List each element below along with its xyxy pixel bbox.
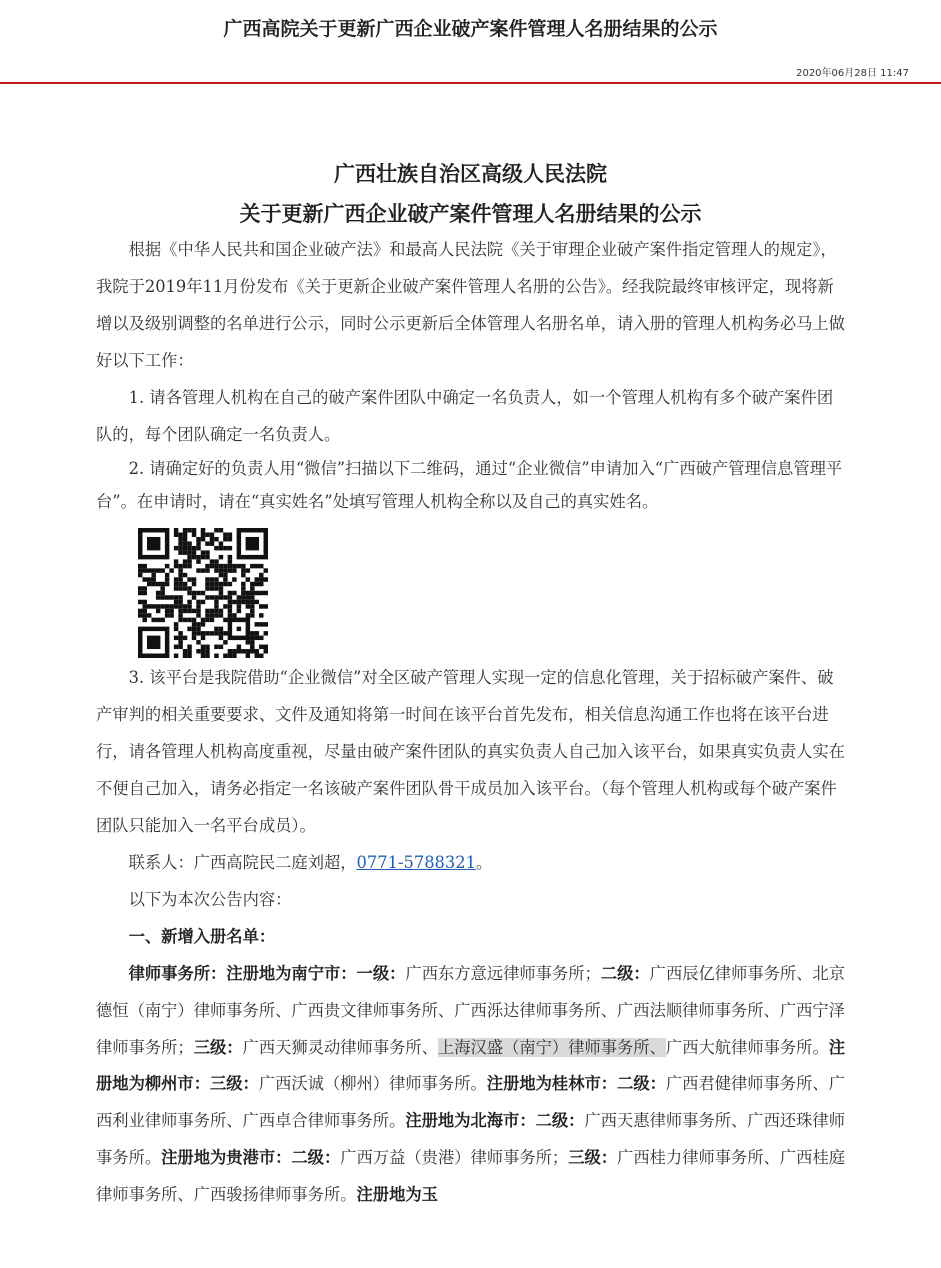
list-seg-5: 广西辰亿律师事务所、北京德恒（南宁）律师事务所、广西贵文律师事务所、广西泺达律师事务所、广西法顺律师事务所、广西宁泽律师事务所； xyxy=(96,963,846,1057)
list-seg-1: 律师事务所：注册地为南宁市： xyxy=(128,963,357,983)
announcement-intro: 以下为本次公告内容： xyxy=(128,889,292,909)
qr-code-image xyxy=(138,528,268,658)
list-seg-18: 三级： xyxy=(568,1148,618,1168)
item-3: 3. 该平台是我院借助“企业微信”对全区破产管理人实现一定的信息化管理，关于招标破产案件、破产审判的相关重要要求、文件及通知将第一时间在该平台首先发布，相关信息沟通工作也将在该平台进行，请各管理人机构高度重视，尽量由破产案件团队的真实负责人自己加入该平台，如果真实负责人实在不便自己加入，请务必指定一名该破产案件团队骨干成员加入该平台。（每个管理人机构或每个破产案件团队只能加入一名平台成员）。 xyxy=(96,668,845,836)
list-seg-11: 广西沃诚（柳州）律师事务所。 xyxy=(258,1074,487,1094)
contact-line xyxy=(96,845,846,882)
document-title-line2: 关于更新广西企业破产案件管理人名册结果的公示 xyxy=(239,202,702,226)
list-seg-6: 三级： xyxy=(193,1037,243,1057)
list-seg-19: 广西桂力律师事务所、广西桂庭律师事务所、广西骏扬律师事务所。 xyxy=(96,1148,846,1205)
list-seg-3: 广西东方意远律师事务所； xyxy=(405,963,601,983)
contact-prefix: 联系人：广西高院民二庭刘超， xyxy=(128,852,357,872)
item-1: 1. 请各管理人机构在自己的破产案件团队中确定一名负责人，如一个管理人机构有多个破产案件团队的，每个团队确定一名负责人。 xyxy=(96,387,834,444)
list-seg-7: 广西天狮灵动律师事务所、 xyxy=(242,1037,438,1057)
list-seg-13: 广西君健律师事务所、广西利业律师事务所、广西卓合律师事务所。 xyxy=(96,1074,845,1131)
section-heading-text: 一、新增入册名单： xyxy=(128,926,276,946)
list-seg-20: 注册地为玉 xyxy=(356,1185,438,1205)
list-seg-4: 二级： xyxy=(600,963,650,983)
intro-paragraph: 根据《中华人民共和国企业破产法》和最高人民法院《关于审理企业破产案件指定管理人的规定》，我院于2019年11月份发布《关于更新企业破产案件管理人名册的公告》。经我院最终审核评定，现将新增以及级别调整的名单进行公示，同时公示更新后全体管理人名册名单，请入册的管理人机构务必马上做好以下工作： xyxy=(96,240,845,370)
contact-phone-link[interactable]: 0771-5788321 xyxy=(356,852,476,872)
list-seg-17: 广西万益（贵港）律师事务所； xyxy=(340,1148,569,1168)
header-divider xyxy=(0,82,941,84)
section-heading-new xyxy=(96,919,846,956)
item-2: 2. 请确定好的负责人用“微信”扫描以下二维码，通过“企业微信”申请加入“广西破产管理信息管理平台”。在申请时，请在“真实姓名”处填写管理人机构全称以及自己的真实姓名。 xyxy=(96,459,843,511)
page-title: 广西高院关于更新广西企业破产案件管理人名册结果的公示 xyxy=(223,18,718,40)
document-body xyxy=(96,232,846,1214)
list-seg-12: 注册地为桂林市：二级： xyxy=(486,1074,666,1094)
contact-suffix: 。 xyxy=(476,852,493,872)
list-seg-15: 广西天惠律师事务所、广西还珠律师事务所。 xyxy=(96,1111,845,1168)
list-seg-10: 注册地为柳州市：三级： xyxy=(96,1037,846,1094)
list-seg-9: 广西大航律师事务所。 xyxy=(665,1037,829,1057)
publish-timestamp: 2020年06月28日 11:47 xyxy=(796,68,909,79)
qr-code-block xyxy=(138,528,846,650)
new-registrants-list xyxy=(96,956,846,1214)
document-title-line1: 广西壮族自治区高级人民法院 xyxy=(334,162,607,186)
list-seg-2: 一级： xyxy=(356,963,406,983)
list-seg-16: 注册地为贵港市：二级： xyxy=(161,1148,341,1168)
list-seg-8-highlight: 上海汉盛（南宁）律师事务所、 xyxy=(437,1037,666,1057)
list-seg-14: 注册地为北海市：二级： xyxy=(405,1111,585,1131)
